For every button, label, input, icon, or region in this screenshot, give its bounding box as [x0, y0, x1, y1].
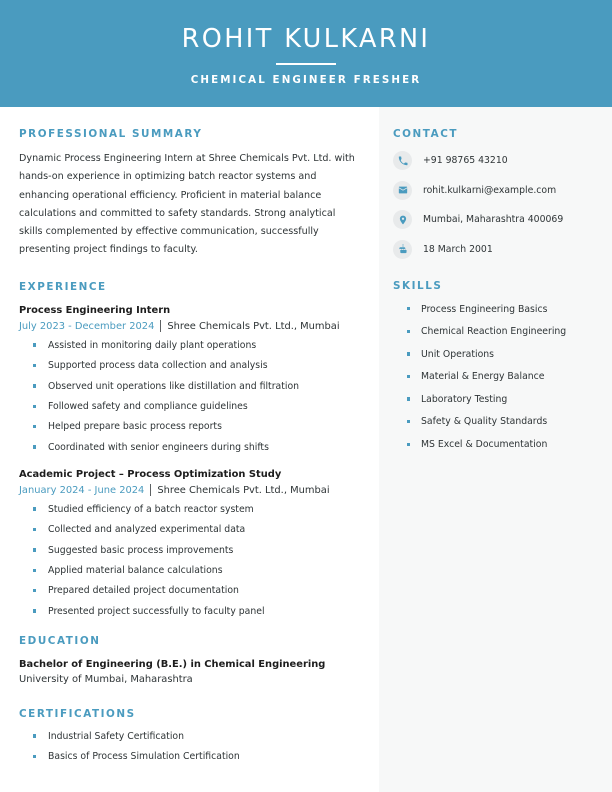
contact-item-email [393, 181, 598, 200]
professional-summary-text: Dynamic Process Engineering Intern at Shree Chemicals Pvt. Ltd. with hands-on experience in optimizing batch reactor systems and enhancing operational efficiency. Proficient in material balance calculations and committed to safety standards. Strong analytical skills complemented by effective communication, successfully presenting project findings to faculty. [19, 153, 355, 256]
resume-header [0, 0, 612, 107]
certifications-list [19, 730, 355, 763]
experience-entry [19, 303, 355, 454]
section-skills [393, 280, 598, 452]
list-item: Suggested basic process improvements [19, 544, 355, 557]
section-heading-skills: SKILLS [393, 279, 443, 292]
contact-birthdate-value: 18 March 2001 [423, 243, 493, 255]
contact-item-birthdate [393, 240, 598, 259]
contact-email-value: rohit.kulkarni@example.com [423, 184, 557, 196]
main-column [0, 107, 379, 792]
list-item: Followed safety and compliance guidelines [19, 400, 355, 413]
section-experience [19, 281, 355, 618]
education-school: University of Mumbai, Maharashtra [19, 673, 193, 685]
contact-list [393, 151, 598, 259]
list-item: Supported process data collection and analysis [19, 359, 355, 372]
experience-job-title: Academic Project – Process Optimization Study [19, 468, 282, 480]
section-education [19, 635, 355, 687]
list-item: Material & Energy Balance [393, 370, 598, 383]
experience-organization: Shree Chemicals Pvt. Ltd., Mumbai [167, 320, 340, 332]
section-heading-certifications: CERTIFICATIONS [19, 707, 136, 720]
list-item: Chemical Reaction Engineering [393, 325, 598, 338]
section-heading-contact: CONTACT [393, 128, 459, 140]
meta-separator [160, 320, 161, 332]
experience-dates: July 2023 - December 2024 [19, 320, 155, 332]
header-divider [276, 63, 336, 65]
section-contact [393, 128, 598, 259]
sidebar-column [379, 107, 612, 792]
list-item: Studied efficiency of a batch reactor system [19, 503, 355, 516]
list-item: Safety & Quality Standards [393, 415, 598, 428]
list-item: Presented project successfully to faculty panel [19, 605, 355, 618]
contact-phone-value: +91 98765 43210 [423, 155, 508, 166]
contact-item-phone [393, 151, 598, 170]
candidate-name: ROHIT KULKARNI [181, 24, 431, 55]
section-heading-education: EDUCATION [19, 634, 101, 647]
resume-body [0, 107, 612, 792]
experience-job-title: Process Engineering Intern [19, 304, 171, 316]
experience-entry [19, 467, 355, 618]
phone-icon [393, 151, 412, 170]
experience-meta [19, 319, 355, 334]
section-professional-summary [19, 128, 355, 260]
experience-dates: January 2024 - June 2024 [19, 484, 145, 496]
experience-bullet-list [19, 339, 355, 454]
list-item: Process Engineering Basics [393, 303, 598, 316]
birthday-cake-icon [393, 240, 412, 259]
list-item: MS Excel & Documentation [393, 438, 598, 451]
list-item: Industrial Safety Certification [19, 730, 355, 743]
list-item: Observed unit operations like distillation and filtration [19, 380, 355, 393]
list-item: Basics of Process Simulation Certification [19, 750, 355, 763]
location-pin-icon [393, 210, 412, 229]
candidate-job-title: CHEMICAL ENGINEER FRESHER [190, 73, 422, 86]
list-item: Coordinated with senior engineers during shifts [19, 441, 355, 454]
list-item: Applied material balance calculations [19, 564, 355, 577]
list-item: Laboratory Testing [393, 393, 598, 406]
section-certifications [19, 708, 355, 763]
skills-list [393, 303, 598, 452]
contact-location-value: Mumbai, Maharashtra 400069 [423, 214, 564, 225]
education-degree: Bachelor of Engineering (B.E.) in Chemical Engineering [19, 658, 326, 670]
experience-organization: Shree Chemicals Pvt. Ltd., Mumbai [157, 484, 330, 496]
section-heading-professional-summary: PROFESSIONAL SUMMARY [19, 128, 203, 140]
list-item: Assisted in monitoring daily plant operations [19, 339, 355, 352]
list-item: Prepared detailed project documentation [19, 584, 355, 597]
experience-bullet-list [19, 503, 355, 618]
list-item: Helped prepare basic process reports [19, 420, 355, 433]
section-heading-experience: EXPERIENCE [19, 280, 107, 293]
contact-item-location [393, 210, 598, 229]
experience-meta [19, 483, 355, 498]
list-item: Unit Operations [393, 348, 598, 361]
list-item: Collected and analyzed experimental data [19, 523, 355, 536]
envelope-icon [393, 181, 412, 200]
meta-separator [150, 484, 151, 496]
